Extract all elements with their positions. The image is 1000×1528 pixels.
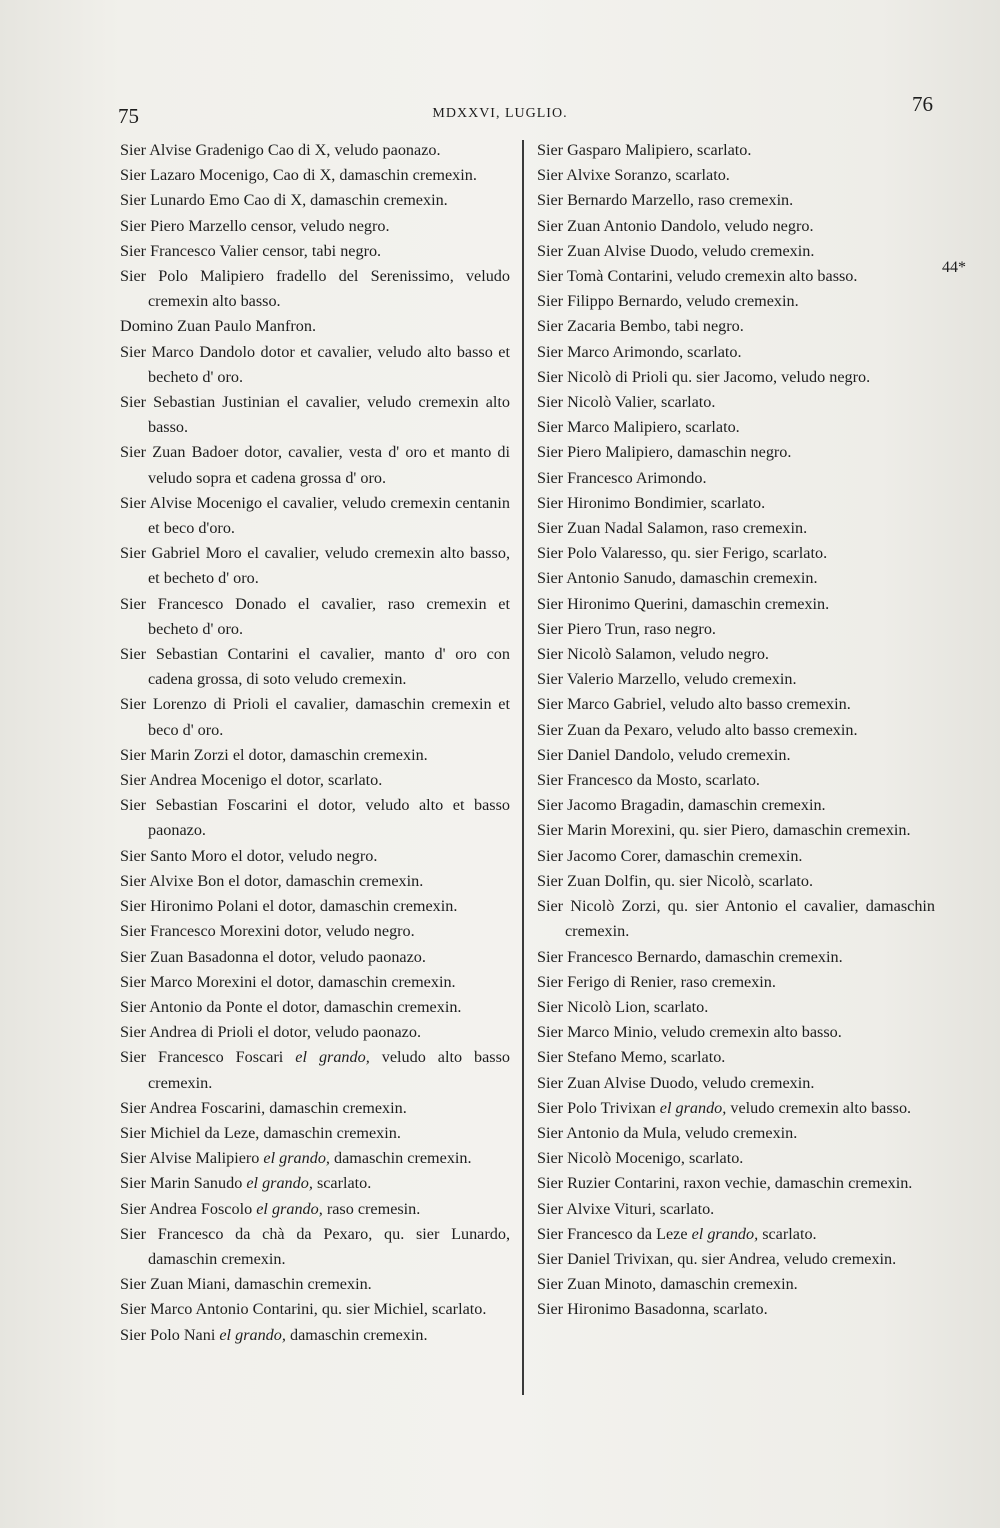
roster-entry: Sier Gabriel Moro el cavalier, veludo cremexin alto basso, et becheto d' oro.	[120, 544, 510, 588]
roster-entry: Sier Michiel da Leze, damaschin cremexin.	[120, 1123, 401, 1142]
roster-entry	[120, 1197, 510, 1222]
roster-entry: Sier Antonio da Ponte el dotor, damaschin cremexin.	[120, 997, 462, 1016]
roster-entry: Sier Polo Malipiero fradello del Serenissimo, veludo cremexin alto basso.	[120, 267, 510, 311]
roster-entry: Sier Filippo Bernardo, veludo cremexin.	[537, 292, 799, 311]
roster-entry: Sier Lunardo Emo Cao di X, damaschin cremexin.	[120, 191, 448, 210]
roster-entry: Sier Nicolò Mocenigo, scarlato.	[537, 1149, 744, 1168]
roster-entry: Sier Zuan Alvise Duodo, veludo cremexin.	[537, 1073, 815, 1092]
roster-entry: Sier Alvixe Soranzo, scarlato.	[537, 166, 730, 185]
roster-entry: Sier Nicolò Zorzi, qu. sier Antonio el cavalier, damaschin cremexin.	[537, 897, 935, 941]
roster-entry: Sier Daniel Dandolo, veludo cremexin.	[537, 745, 791, 764]
entry-garment: damaschin cremexin.	[329, 1149, 472, 1168]
roster-entry: Sier Bernardo Marzello, raso cremexin.	[537, 191, 794, 210]
roster-entry: Sier Andrea di Prioli el dotor, veludo paonazo.	[120, 1023, 422, 1042]
roster-entry: Sier Marco Arimondo, scarlato.	[537, 342, 742, 361]
roster-entry: Sier Alvixe Vituri, scarlato.	[537, 1199, 715, 1218]
roster-entry: Sier Daniel Trivixan, qu. sier Andrea, veludo cremexin.	[537, 1249, 897, 1268]
roster-entry: Sier Lazaro Mocenigo, Cao di X, damaschin cremexin.	[120, 166, 477, 185]
roster-entry: Sier Francesco da Mosto, scarlato.	[537, 771, 760, 790]
roster-entry: Sier Zuan Basadonna el dotor, veludo paonazo.	[120, 947, 426, 966]
roster-entry: Sier Andrea Mocenigo el dotor, scarlato.	[120, 771, 383, 790]
roster-entry	[537, 1096, 935, 1121]
roster-entry: Sier Ferigo di Renier, raso cremexin.	[537, 972, 776, 991]
entry-epithet: el grando,	[246, 1174, 313, 1193]
roster-entry: Sier Piero Marzello censor, veludo negro.	[120, 216, 390, 235]
roster-entry: Sier Gasparo Malipiero, scarlato.	[537, 141, 752, 159]
roster-entry: Sier Marco Morexini el dotor, damaschin cremexin.	[120, 972, 456, 991]
roster-entry: Sier Francesco Donado el cavalier, raso cremexin et becheto d' oro.	[120, 594, 510, 638]
roster-entry: Sier Zacaria Bembo, tabi negro.	[537, 317, 744, 336]
roster-entry: Sier Antonio Sanudo, damaschin cremexin.	[537, 569, 818, 588]
roster-entry: Sier Zuan Dolfin, qu. sier Nicolò, scarlato.	[537, 871, 814, 890]
roster-entry: Sier Nicolò Lion, scarlato.	[537, 997, 709, 1016]
roster-entry: Sier Jacomo Bragadin, damaschin cremexin.	[537, 796, 826, 815]
roster-entry: Sier Zuan Miani, damaschin cremexin.	[120, 1275, 372, 1294]
roster-entry: Sier Zuan Alvise Duodo, veludo cremexin.	[537, 241, 815, 260]
entry-garment: scarlato.	[758, 1224, 817, 1243]
roster-entry: Sier Valerio Marzello, veludo cremexin.	[537, 670, 797, 689]
roster-entry	[120, 1146, 510, 1171]
roster-entry: Sier Alvixe Bon el dotor, damaschin cremexin.	[120, 871, 424, 890]
roster-entry: Sier Zuan Antonio Dandolo, veludo negro.	[537, 216, 814, 235]
entry-epithet: el grando,	[219, 1325, 286, 1344]
roster-entry: Sier Lorenzo di Prioli el cavalier, damaschin cremexin et beco d' oro.	[120, 695, 510, 739]
roster-entry: Sier Sebastian Contarini el cavalier, manto d' oro con cadena grossa, di soto veludo cremexin.	[120, 645, 510, 689]
roster-entry: Sier Sebastian Foscarini el dotor, veludo alto et basso paonazo.	[120, 796, 510, 840]
entry-epithet: el grando,	[295, 1048, 370, 1067]
page-header	[0, 92, 1000, 132]
roster-entry: Sier Zuan Badoer dotor, cavalier, vesta d' oro et manto di veludo sopra et cadena grossa d' oro.	[120, 443, 510, 487]
entry-epithet: el grando,	[659, 1098, 727, 1117]
entry-name: Sier Francesco da Leze	[537, 1224, 692, 1243]
roster-entry: Sier Francesco Bernardo, damaschin cremexin.	[537, 947, 843, 966]
roster-entry: Sier Stefano Memo, scarlato.	[537, 1048, 726, 1067]
entry-name: Sier Alvise Malipiero	[120, 1149, 264, 1168]
column-divider	[522, 140, 524, 1395]
page-number-left: 75	[118, 104, 139, 128]
roster-entry: Sier Alvise Gradenigo Cao di X, veludo paonazo.	[120, 141, 441, 159]
roster-entry	[120, 1171, 510, 1196]
roster-entry: Sier Zuan Nadal Salamon, raso cremexin.	[537, 519, 808, 538]
roster-entry	[537, 1222, 935, 1247]
entry-garment: raso cremesin.	[322, 1199, 421, 1218]
roster-entry: Sier Francesco Morexini dotor, veludo negro.	[120, 922, 415, 941]
entry-garment: veludo alto basso cremexin.	[148, 1048, 510, 1092]
roster-entry: Sier Francesco Valier censor, tabi negro.	[120, 241, 382, 260]
roster-entry: Sier Marco Dandolo dotor et cavalier, veludo alto basso et becheto d' oro.	[120, 342, 510, 386]
roster-entry: Sier Piero Malipiero, damaschin negro.	[537, 443, 792, 462]
entry-epithet: el grando,	[263, 1149, 330, 1168]
page-number-right: 76	[912, 92, 933, 116]
roster-entry: Sier Polo Valaresso, qu. sier Ferigo, scarlato.	[537, 544, 828, 563]
entry-epithet: el grando,	[256, 1199, 323, 1218]
roster-entry: Sier Marin Zorzi el dotor, damaschin cremexin.	[120, 745, 428, 764]
roster-entry: Sier Zuan Minoto, damaschin cremexin.	[537, 1275, 798, 1294]
roster-entry: Sier Andrea Foscarini, damaschin cremexin.	[120, 1098, 407, 1117]
roster-entry: Sier Francesco Arimondo.	[537, 468, 707, 487]
roster-entry: Sier Nicolò Salamon, veludo negro.	[537, 645, 769, 664]
roster-entry: Sier Jacomo Corer, damaschin cremexin.	[537, 846, 803, 865]
roster-entry: Sier Nicolò di Prioli qu. sier Jacomo, veludo negro.	[537, 367, 871, 386]
left-column	[120, 138, 510, 1348]
roster-entry: Sier Hironimo Querini, damaschin cremexin.	[537, 594, 830, 613]
entry-name: Sier Francesco Foscari	[120, 1048, 296, 1067]
roster-entry: Sier Ruzier Contarini, raxon vechie, damaschin cremexin.	[537, 1174, 913, 1193]
roster-entry: Sier Hironimo Bondimier, scarlato.	[537, 493, 766, 512]
roster-entry: Sier Francesco da chà da Pexaro, qu. sier Lunardo, damaschin cremexin.	[120, 1224, 510, 1268]
roster-entry: Sier Hironimo Polani el dotor, damaschin cremexin.	[120, 897, 458, 916]
roster-entry	[120, 1323, 510, 1348]
roster-entry: Sier Tomà Contarini, veludo cremexin alto basso.	[537, 267, 858, 286]
roster-entry: Sier Piero Trun, raso negro.	[537, 619, 716, 638]
roster-entry: Sier Santo Moro el dotor, veludo negro.	[120, 846, 378, 865]
entry-name: Sier Marin Sanudo	[120, 1174, 247, 1193]
roster-entry: Sier Nicolò Valier, scarlato.	[537, 393, 716, 412]
right-column	[537, 138, 935, 1323]
roster-entry: Sier Hironimo Basadonna, scarlato.	[537, 1300, 768, 1319]
roster-entry: Sier Marco Gabriel, veludo alto basso cremexin.	[537, 695, 851, 714]
running-title: MDXXVI, LUGLIO.	[432, 106, 568, 121]
roster-entry: Sier Marin Morexini, qu. sier Piero, damaschin cremexin.	[537, 821, 911, 840]
roster-entry	[120, 1045, 510, 1095]
entry-epithet: el grando,	[691, 1224, 759, 1243]
entry-garment: damaschin cremexin.	[285, 1325, 428, 1344]
roster-entry: Sier Antonio da Mula, veludo cremexin.	[537, 1123, 798, 1142]
entry-garment: veludo cremexin alto basso.	[726, 1098, 912, 1117]
roster-entry: Sier Marco Malipiero, scarlato.	[537, 418, 740, 437]
roster-entry: Sier Marco Antonio Contarini, qu. sier Michiel, scarlato.	[120, 1300, 487, 1319]
roster-entry: Sier Zuan da Pexaro, veludo alto basso cremexin.	[537, 720, 858, 739]
entry-name: Sier Polo Nani	[120, 1325, 220, 1344]
roster-entry: Sier Sebastian Justinian el cavalier, veludo cremexin alto basso.	[120, 393, 510, 437]
entry-name: Sier Andrea Foscolo	[120, 1199, 257, 1218]
margin-note: 44*	[942, 259, 966, 276]
roster-entry: Sier Alvise Mocenigo el cavalier, veludo cremexin centanin et beco d'oro.	[120, 493, 510, 538]
entry-name: Sier Polo Trivixan	[537, 1098, 660, 1117]
roster-entry: Domino Zuan Paulo Manfron.	[120, 317, 317, 336]
roster-entry: Sier Marco Minio, veludo cremexin alto basso.	[537, 1023, 842, 1042]
entry-garment: scarlato.	[312, 1174, 372, 1193]
